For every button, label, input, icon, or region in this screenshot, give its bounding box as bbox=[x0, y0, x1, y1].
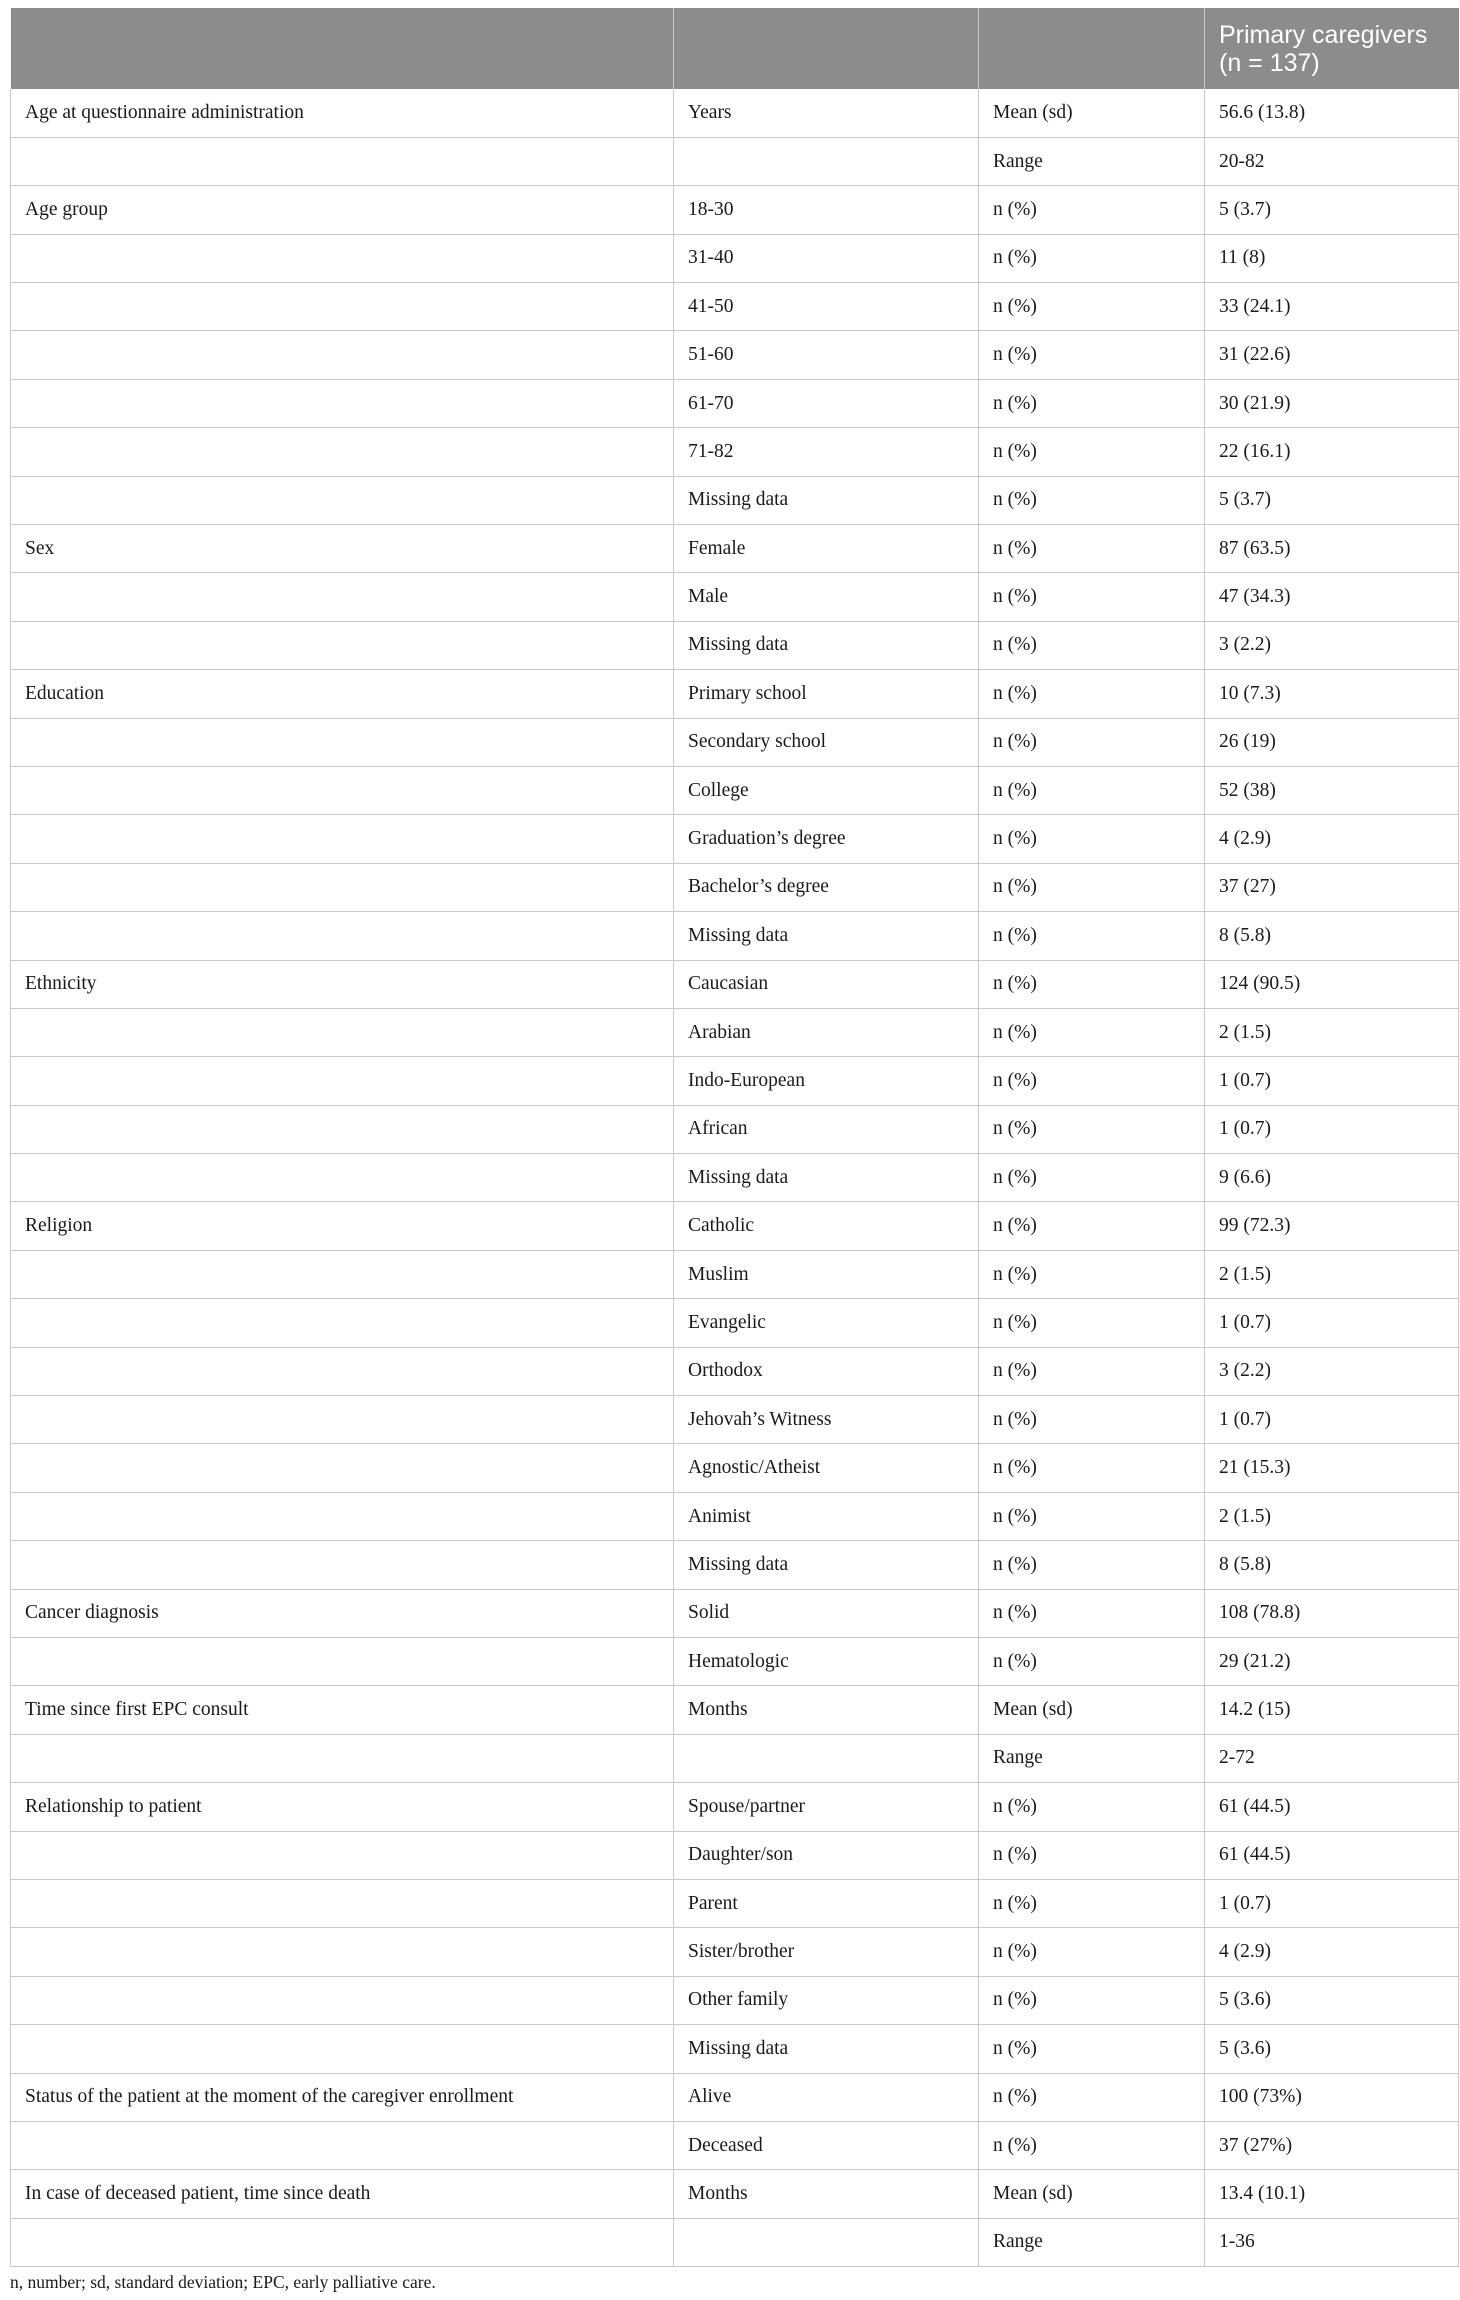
variable-cell bbox=[11, 476, 674, 524]
value-cell: 33 (24.1) bbox=[1205, 283, 1459, 331]
demographics-table-container bbox=[10, 8, 1458, 2267]
value-cell: 20-82 bbox=[1205, 137, 1459, 185]
variable-cell bbox=[11, 1541, 674, 1589]
value-cell: 2 (1.5) bbox=[1205, 1492, 1459, 1540]
statistic-cell: n (%) bbox=[979, 1347, 1205, 1395]
value-cell: 26 (19) bbox=[1205, 718, 1459, 766]
statistic-cell: n (%) bbox=[979, 1589, 1205, 1637]
category-cell: Bachelor’s degree bbox=[674, 863, 979, 911]
statistic-cell: n (%) bbox=[979, 1154, 1205, 1202]
value-cell: 2 (1.5) bbox=[1205, 1008, 1459, 1056]
statistic-cell: n (%) bbox=[979, 1250, 1205, 1298]
statistic-cell: n (%) bbox=[979, 186, 1205, 234]
table-row bbox=[11, 1686, 1459, 1734]
table-row bbox=[11, 2170, 1459, 2218]
table-row bbox=[11, 1347, 1459, 1395]
value-cell: 4 (2.9) bbox=[1205, 815, 1459, 863]
statistic-cell: n (%) bbox=[979, 331, 1205, 379]
value-cell: 8 (5.8) bbox=[1205, 1541, 1459, 1589]
value-cell: 30 (21.9) bbox=[1205, 379, 1459, 427]
table-row bbox=[11, 379, 1459, 427]
category-cell: Other family bbox=[674, 1976, 979, 2024]
statistic-cell: n (%) bbox=[979, 428, 1205, 476]
table-row bbox=[11, 476, 1459, 524]
value-cell: 22 (16.1) bbox=[1205, 428, 1459, 476]
variable-cell bbox=[11, 1105, 674, 1153]
variable-cell bbox=[11, 573, 674, 621]
statistic-cell: n (%) bbox=[979, 1638, 1205, 1686]
variable-cell bbox=[11, 1396, 674, 1444]
statistic-cell: Range bbox=[979, 137, 1205, 185]
statistic-cell: n (%) bbox=[979, 2121, 1205, 2169]
value-cell: 1 (0.7) bbox=[1205, 1879, 1459, 1927]
variable-cell bbox=[11, 1057, 674, 1105]
category-cell: Spouse/partner bbox=[674, 1783, 979, 1831]
variable-cell: Ethnicity bbox=[11, 960, 674, 1008]
category-cell: Arabian bbox=[674, 1008, 979, 1056]
category-cell bbox=[674, 2218, 979, 2266]
table-row bbox=[11, 1202, 1459, 1250]
table-row bbox=[11, 2025, 1459, 2073]
table-row bbox=[11, 573, 1459, 621]
value-cell: 5 (3.7) bbox=[1205, 186, 1459, 234]
value-cell: 21 (15.3) bbox=[1205, 1444, 1459, 1492]
category-cell: Female bbox=[674, 525, 979, 573]
table-row bbox=[11, 1444, 1459, 1492]
statistic-cell: n (%) bbox=[979, 379, 1205, 427]
category-cell: Graduation’s degree bbox=[674, 815, 979, 863]
variable-cell bbox=[11, 815, 674, 863]
statistic-cell: n (%) bbox=[979, 1396, 1205, 1444]
category-cell: African bbox=[674, 1105, 979, 1153]
statistic-cell: n (%) bbox=[979, 766, 1205, 814]
table-footnote: n, number; sd, standard deviation; EPC, early palliative care. bbox=[10, 2272, 436, 2292]
statistic-cell: n (%) bbox=[979, 1492, 1205, 1540]
value-cell: 14.2 (15) bbox=[1205, 1686, 1459, 1734]
statistic-cell: Mean (sd) bbox=[979, 1686, 1205, 1734]
category-cell: Orthodox bbox=[674, 1347, 979, 1395]
category-cell: Muslim bbox=[674, 1250, 979, 1298]
variable-cell bbox=[11, 1831, 674, 1879]
value-cell: 4 (2.9) bbox=[1205, 1928, 1459, 1976]
statistic-cell: Range bbox=[979, 1734, 1205, 1782]
variable-cell bbox=[11, 1928, 674, 1976]
table-row bbox=[11, 766, 1459, 814]
variable-cell: Age group bbox=[11, 186, 674, 234]
statistic-cell: n (%) bbox=[979, 573, 1205, 621]
variable-cell bbox=[11, 1638, 674, 1686]
table-row bbox=[11, 2218, 1459, 2266]
statistic-cell: n (%) bbox=[979, 1879, 1205, 1927]
value-cell: 1 (0.7) bbox=[1205, 1057, 1459, 1105]
table-row bbox=[11, 234, 1459, 282]
category-cell: 41-50 bbox=[674, 283, 979, 331]
table-row bbox=[11, 428, 1459, 476]
table-row bbox=[11, 331, 1459, 379]
category-cell: Male bbox=[674, 573, 979, 621]
table-row bbox=[11, 1783, 1459, 1831]
variable-cell: Status of the patient at the moment of the caregiver enrollment bbox=[11, 2073, 674, 2121]
caregiver-characteristics-table bbox=[10, 8, 1459, 2267]
table-header bbox=[11, 8, 1459, 89]
category-cell: 71-82 bbox=[674, 428, 979, 476]
category-cell: Months bbox=[674, 1686, 979, 1734]
table-row bbox=[11, 1250, 1459, 1298]
value-cell: 3 (2.2) bbox=[1205, 1347, 1459, 1395]
category-cell: Missing data bbox=[674, 1154, 979, 1202]
variable-cell bbox=[11, 1976, 674, 2024]
variable-cell bbox=[11, 2218, 674, 2266]
statistic-cell: n (%) bbox=[979, 234, 1205, 282]
statistic-cell: n (%) bbox=[979, 863, 1205, 911]
statistic-cell: Mean (sd) bbox=[979, 89, 1205, 137]
statistic-cell: n (%) bbox=[979, 621, 1205, 669]
statistic-cell: n (%) bbox=[979, 476, 1205, 524]
value-cell: 61 (44.5) bbox=[1205, 1783, 1459, 1831]
table-row bbox=[11, 718, 1459, 766]
value-cell: 11 (8) bbox=[1205, 234, 1459, 282]
value-cell: 10 (7.3) bbox=[1205, 670, 1459, 718]
table-row bbox=[11, 1638, 1459, 1686]
table-row bbox=[11, 2121, 1459, 2169]
statistic-cell: n (%) bbox=[979, 2025, 1205, 2073]
table-row bbox=[11, 960, 1459, 1008]
table-row bbox=[11, 1879, 1459, 1927]
category-cell: Missing data bbox=[674, 1541, 979, 1589]
variable-cell: In case of deceased patient, time since death bbox=[11, 2170, 674, 2218]
statistic-cell: n (%) bbox=[979, 718, 1205, 766]
variable-cell bbox=[11, 331, 674, 379]
category-cell: 61-70 bbox=[674, 379, 979, 427]
value-cell: 13.4 (10.1) bbox=[1205, 2170, 1459, 2218]
value-cell: 8 (5.8) bbox=[1205, 912, 1459, 960]
category-cell: Agnostic/Atheist bbox=[674, 1444, 979, 1492]
value-cell: 124 (90.5) bbox=[1205, 960, 1459, 1008]
value-cell: 99 (72.3) bbox=[1205, 1202, 1459, 1250]
variable-cell bbox=[11, 1492, 674, 1540]
value-cell: 100 (73%) bbox=[1205, 2073, 1459, 2121]
value-cell: 37 (27) bbox=[1205, 863, 1459, 911]
category-cell: 18-30 bbox=[674, 186, 979, 234]
header-cell-primary-caregivers bbox=[1205, 8, 1459, 89]
table-row bbox=[11, 1105, 1459, 1153]
statistic-cell: Range bbox=[979, 2218, 1205, 2266]
variable-cell bbox=[11, 1299, 674, 1347]
variable-cell: Cancer diagnosis bbox=[11, 1589, 674, 1637]
statistic-cell: n (%) bbox=[979, 1783, 1205, 1831]
statistic-cell: n (%) bbox=[979, 670, 1205, 718]
value-cell: 9 (6.6) bbox=[1205, 1154, 1459, 1202]
statistic-cell: n (%) bbox=[979, 2073, 1205, 2121]
value-cell: 108 (78.8) bbox=[1205, 1589, 1459, 1637]
category-cell: Years bbox=[674, 89, 979, 137]
category-cell: 31-40 bbox=[674, 234, 979, 282]
value-cell: 5 (3.6) bbox=[1205, 1976, 1459, 2024]
category-cell: College bbox=[674, 766, 979, 814]
variable-cell bbox=[11, 863, 674, 911]
variable-cell bbox=[11, 1347, 674, 1395]
value-cell: 31 (22.6) bbox=[1205, 331, 1459, 379]
table-row bbox=[11, 1396, 1459, 1444]
table-row bbox=[11, 186, 1459, 234]
category-cell: Caucasian bbox=[674, 960, 979, 1008]
variable-cell: Relationship to patient bbox=[11, 1783, 674, 1831]
category-cell: Missing data bbox=[674, 476, 979, 524]
header-row bbox=[11, 8, 1459, 89]
category-cell bbox=[674, 1734, 979, 1782]
value-cell: 87 (63.5) bbox=[1205, 525, 1459, 573]
table-row bbox=[11, 1541, 1459, 1589]
value-cell: 29 (21.2) bbox=[1205, 1638, 1459, 1686]
category-cell: 51-60 bbox=[674, 331, 979, 379]
table-row bbox=[11, 1831, 1459, 1879]
header-cell-statistic bbox=[979, 8, 1205, 89]
table-row bbox=[11, 1928, 1459, 1976]
category-cell: Parent bbox=[674, 1879, 979, 1927]
table-row bbox=[11, 1154, 1459, 1202]
table-row bbox=[11, 1589, 1459, 1637]
statistic-cell: Mean (sd) bbox=[979, 2170, 1205, 2218]
table-row bbox=[11, 89, 1459, 137]
variable-cell bbox=[11, 766, 674, 814]
value-cell: 5 (3.7) bbox=[1205, 476, 1459, 524]
table-row bbox=[11, 863, 1459, 911]
statistic-cell: n (%) bbox=[979, 1444, 1205, 1492]
statistic-cell: n (%) bbox=[979, 1976, 1205, 2024]
value-cell: 52 (38) bbox=[1205, 766, 1459, 814]
table-row bbox=[11, 1976, 1459, 2024]
category-cell: Months bbox=[674, 2170, 979, 2218]
header-title: Primary caregivers bbox=[1219, 20, 1428, 49]
statistic-cell: n (%) bbox=[979, 525, 1205, 573]
variable-cell: Religion bbox=[11, 1202, 674, 1250]
variable-cell bbox=[11, 1444, 674, 1492]
category-cell: Catholic bbox=[674, 1202, 979, 1250]
value-cell: 5 (3.6) bbox=[1205, 2025, 1459, 2073]
value-cell: 1-36 bbox=[1205, 2218, 1459, 2266]
table-row bbox=[11, 1008, 1459, 1056]
value-cell: 1 (0.7) bbox=[1205, 1396, 1459, 1444]
table-row bbox=[11, 525, 1459, 573]
variable-cell: Education bbox=[11, 670, 674, 718]
variable-cell bbox=[11, 1008, 674, 1056]
statistic-cell: n (%) bbox=[979, 1057, 1205, 1105]
statistic-cell: n (%) bbox=[979, 960, 1205, 1008]
table-row bbox=[11, 137, 1459, 185]
table-row bbox=[11, 621, 1459, 669]
header-cell-category bbox=[674, 8, 979, 89]
table-row bbox=[11, 1057, 1459, 1105]
statistic-cell: n (%) bbox=[979, 1105, 1205, 1153]
category-cell: Daughter/son bbox=[674, 1831, 979, 1879]
category-cell bbox=[674, 137, 979, 185]
statistic-cell: n (%) bbox=[979, 1831, 1205, 1879]
statistic-cell: n (%) bbox=[979, 1928, 1205, 1976]
statistic-cell: n (%) bbox=[979, 1541, 1205, 1589]
category-cell: Evangelic bbox=[674, 1299, 979, 1347]
table-body bbox=[11, 89, 1459, 2267]
variable-cell bbox=[11, 912, 674, 960]
value-cell: 2 (1.5) bbox=[1205, 1250, 1459, 1298]
variable-cell bbox=[11, 2121, 674, 2169]
value-cell: 2-72 bbox=[1205, 1734, 1459, 1782]
variable-cell bbox=[11, 621, 674, 669]
statistic-cell: n (%) bbox=[979, 1008, 1205, 1056]
category-cell: Missing data bbox=[674, 621, 979, 669]
value-cell: 1 (0.7) bbox=[1205, 1105, 1459, 1153]
category-cell: Secondary school bbox=[674, 718, 979, 766]
table-row bbox=[11, 1492, 1459, 1540]
category-cell: Deceased bbox=[674, 2121, 979, 2169]
statistic-cell: n (%) bbox=[979, 912, 1205, 960]
table-row bbox=[11, 2073, 1459, 2121]
variable-cell bbox=[11, 379, 674, 427]
variable-cell bbox=[11, 234, 674, 282]
variable-cell bbox=[11, 718, 674, 766]
variable-cell bbox=[11, 1250, 674, 1298]
table-row bbox=[11, 815, 1459, 863]
table-row bbox=[11, 670, 1459, 718]
category-cell: Sister/brother bbox=[674, 1928, 979, 1976]
statistic-cell: n (%) bbox=[979, 815, 1205, 863]
table-row bbox=[11, 283, 1459, 331]
header-cell-variable bbox=[11, 8, 674, 89]
value-cell: 56.6 (13.8) bbox=[1205, 89, 1459, 137]
value-cell: 61 (44.5) bbox=[1205, 1831, 1459, 1879]
category-cell: Animist bbox=[674, 1492, 979, 1540]
variable-cell bbox=[11, 2025, 674, 2073]
value-cell: 47 (34.3) bbox=[1205, 573, 1459, 621]
value-cell: 3 (2.2) bbox=[1205, 621, 1459, 669]
variable-cell bbox=[11, 1879, 674, 1927]
value-cell: 1 (0.7) bbox=[1205, 1299, 1459, 1347]
variable-cell bbox=[11, 1734, 674, 1782]
category-cell: Solid bbox=[674, 1589, 979, 1637]
header-sample-size: (n = 137) bbox=[1219, 48, 1320, 77]
variable-cell: Time since first EPC consult bbox=[11, 1686, 674, 1734]
table-row bbox=[11, 1299, 1459, 1347]
category-cell: Missing data bbox=[674, 2025, 979, 2073]
statistic-cell: n (%) bbox=[979, 283, 1205, 331]
category-cell: Hematologic bbox=[674, 1638, 979, 1686]
category-cell: Primary school bbox=[674, 670, 979, 718]
variable-cell bbox=[11, 283, 674, 331]
table-row bbox=[11, 1734, 1459, 1782]
category-cell: Indo-European bbox=[674, 1057, 979, 1105]
category-cell: Jehovah’s Witness bbox=[674, 1396, 979, 1444]
variable-cell bbox=[11, 137, 674, 185]
variable-cell: Sex bbox=[11, 525, 674, 573]
value-cell: 37 (27%) bbox=[1205, 2121, 1459, 2169]
category-cell: Missing data bbox=[674, 912, 979, 960]
variable-cell bbox=[11, 428, 674, 476]
statistic-cell: n (%) bbox=[979, 1202, 1205, 1250]
category-cell: Alive bbox=[674, 2073, 979, 2121]
statistic-cell: n (%) bbox=[979, 1299, 1205, 1347]
variable-cell bbox=[11, 1154, 674, 1202]
table-row bbox=[11, 912, 1459, 960]
variable-cell: Age at questionnaire administration bbox=[11, 89, 674, 137]
